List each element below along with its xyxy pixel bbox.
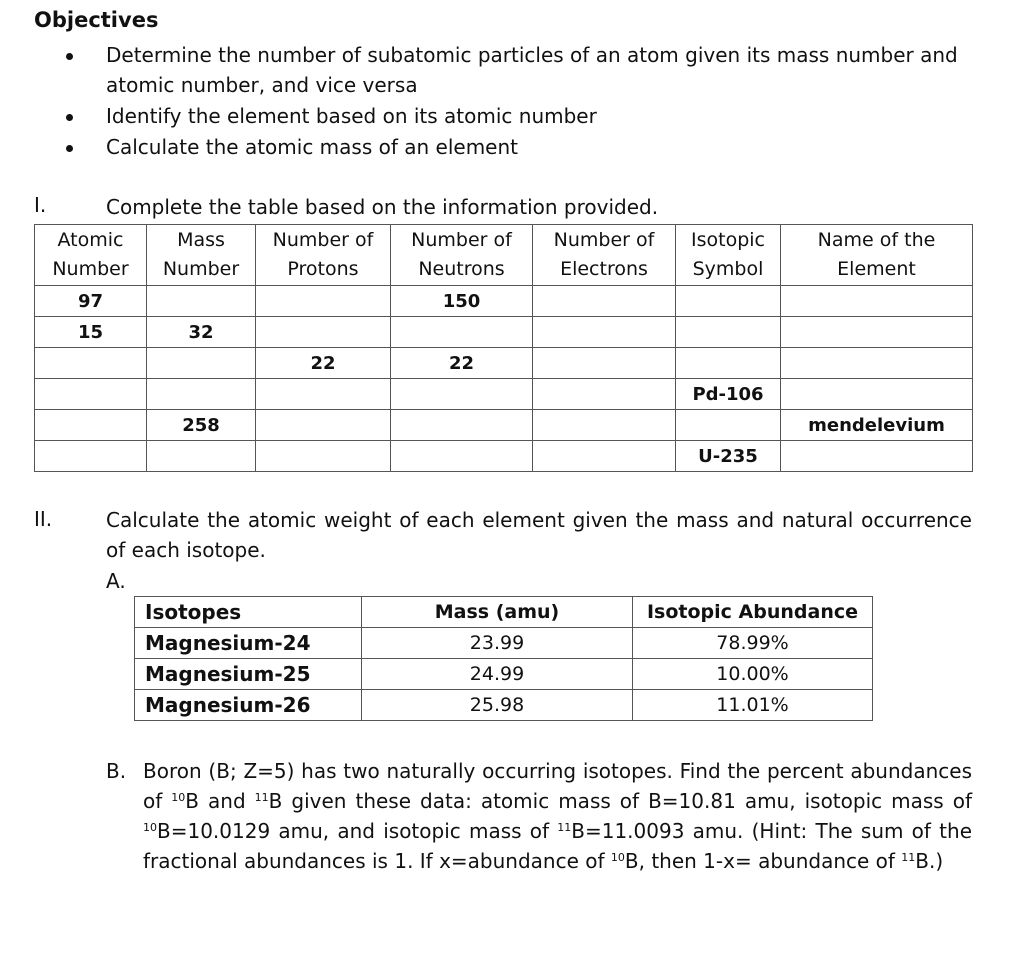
table-cell: mendelevium xyxy=(781,410,973,441)
section-1-number: I. xyxy=(34,193,47,217)
table-cell xyxy=(35,441,147,472)
header-atomic-number: Atomic Number xyxy=(35,225,147,286)
table-cell xyxy=(533,317,676,348)
isotope-mass: 24.99 xyxy=(362,659,633,690)
header-electrons: Number of Electrons xyxy=(533,225,676,286)
table-cell xyxy=(781,286,973,317)
table-cell: 22 xyxy=(391,348,533,379)
table-cell xyxy=(256,317,391,348)
objectives-title: Objectives xyxy=(34,8,159,32)
header-protons: Number of Protons xyxy=(256,225,391,286)
table-cell xyxy=(256,441,391,472)
section-2-number: II. xyxy=(34,507,53,531)
table-cell: 97 xyxy=(35,286,147,317)
table-cell xyxy=(533,348,676,379)
isotope-table xyxy=(134,596,873,721)
table-cell xyxy=(676,348,781,379)
isotope-abundance: 78.99% xyxy=(633,628,873,659)
header-neutrons: Number of Neutrons xyxy=(391,225,533,286)
isotope-abundance: 11.01% xyxy=(633,690,873,721)
table-cell xyxy=(147,379,256,410)
table-row xyxy=(35,286,973,317)
particles-table xyxy=(34,224,973,472)
table-row xyxy=(135,628,873,659)
table-row xyxy=(35,379,973,410)
table-cell: 32 xyxy=(147,317,256,348)
table-cell xyxy=(676,410,781,441)
table-cell xyxy=(35,410,147,441)
table-cell xyxy=(781,317,973,348)
table-row xyxy=(135,659,873,690)
header-mass: Mass (amu) xyxy=(362,597,633,628)
part-a-label: A. xyxy=(106,569,126,593)
section-2-instruction: Calculate the atomic weight of each element given the mass and natural occurrence of each isotope. xyxy=(106,508,972,562)
table-row xyxy=(35,348,973,379)
objective-item: Calculate the atomic mass of an element xyxy=(64,132,984,162)
objectives-list xyxy=(64,40,984,163)
table-cell xyxy=(147,441,256,472)
objective-item: Determine the number of subatomic particles of an atom given its mass number and atomic number, and vice versa xyxy=(64,40,984,100)
objective-item: Identify the element based on its atomic number xyxy=(64,101,984,131)
table-cell xyxy=(147,348,256,379)
table-cell xyxy=(256,379,391,410)
table-cell xyxy=(781,348,973,379)
table-row xyxy=(35,441,973,472)
table-cell xyxy=(391,317,533,348)
header-element-name: Name of the Element xyxy=(781,225,973,286)
isotope-mass: 23.99 xyxy=(362,628,633,659)
table-cell xyxy=(391,379,533,410)
isotope-mass: 25.98 xyxy=(362,690,633,721)
table-cell: 258 xyxy=(147,410,256,441)
table-cell xyxy=(147,286,256,317)
isotope-name: Magnesium-25 xyxy=(135,659,362,690)
table-cell xyxy=(781,379,973,410)
table-cell xyxy=(533,286,676,317)
table-cell: 22 xyxy=(256,348,391,379)
part-b xyxy=(106,756,972,876)
table-cell: 15 xyxy=(35,317,147,348)
table-row xyxy=(135,690,873,721)
table-cell xyxy=(256,410,391,441)
table-cell xyxy=(781,441,973,472)
part-b-label: B. xyxy=(106,759,127,783)
table-cell xyxy=(676,317,781,348)
table-header-row xyxy=(135,597,873,628)
table-cell xyxy=(533,441,676,472)
header-mass-number: Mass Number xyxy=(147,225,256,286)
table-cell xyxy=(533,379,676,410)
isotope-name: Magnesium-26 xyxy=(135,690,362,721)
table-cell xyxy=(533,410,676,441)
table-cell: U-235 xyxy=(676,441,781,472)
header-isotopic-symbol: Isotopic Symbol xyxy=(676,225,781,286)
header-isotopes: Isotopes xyxy=(135,597,362,628)
table-row xyxy=(35,410,973,441)
table-cell xyxy=(256,286,391,317)
isotope-abundance: 10.00% xyxy=(633,659,873,690)
table-cell xyxy=(35,348,147,379)
part-b-text: Boron (B; Z=5) has two naturally occurring isotopes. Find the percent abundances of $^{10}$B and $^{11}$B given these data: atomic mass of B=10.81 amu, isotopic mass of $^{10}$B=10.0129 amu, and isotopic mass of $^{11}$B=11.0093 amu. (Hint: The sum of the fractional abundances is 1. If x=abundance of $^{10}$B, then 1-x= abundance of $^{11}$B.) xyxy=(143,759,973,873)
table-header-row xyxy=(35,225,973,286)
header-abundance: Isotopic Abundance xyxy=(633,597,873,628)
table-cell xyxy=(35,379,147,410)
table-cell: 150 xyxy=(391,286,533,317)
table-cell xyxy=(676,286,781,317)
table-cell xyxy=(391,410,533,441)
section-1-instruction: Complete the table based on the information provided. xyxy=(106,195,659,219)
table-cell xyxy=(391,441,533,472)
table-cell: Pd-106 xyxy=(676,379,781,410)
isotope-name: Magnesium-24 xyxy=(135,628,362,659)
table-row xyxy=(35,317,973,348)
